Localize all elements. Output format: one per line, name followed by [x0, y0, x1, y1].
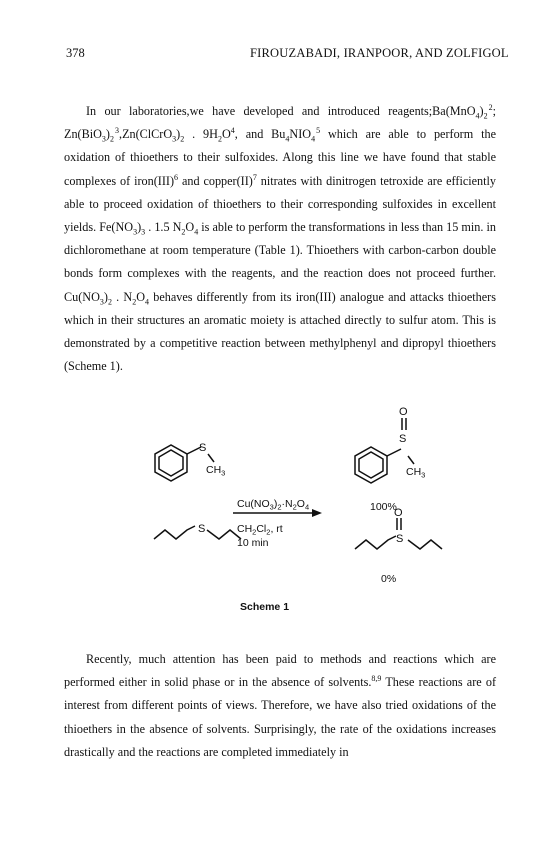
methylphenyl-sulfoxide-structure	[355, 418, 414, 483]
paragraph-2-text: Recently, much attention has been paid to methods and reactions which are performed either in solid phase or in the absence of solvents.$^{8,9}$ These reactions are of interest from different points of views. Therefore, we have also tried oxidations of the thioethers in the absence of solvents. Surprisingly, the rate of the oxidations increases drastically and the reactions are completed immediately in	[64, 652, 496, 759]
paragraph-1	[64, 100, 496, 378]
yield-top-label: 100%	[370, 501, 397, 513]
oxygen-label-right-alkyl: O	[394, 507, 403, 519]
paragraph-1-text: In our laboratories,we have developed and introduced $reagents;Ba(MnO_4)_2$ $^2$; $Zn(BiO_3)_2$ $^3,Zn(ClCrO_3)_2$ . $9H_2O^4$, and $Bu_4NIO_4$ $^5$ which are able to perform the oxidation of thioethers to their sulfoxides. Along this line we have found that stable complexes of iron(III)$^6$ and copper(II)$^7$ nitrates with dinitrogen tetroxide are efficiently able to proceed oxidation of thioethers to their corresponding sulfoxides in excellent yields. $Fe(NO_3)_3$ . 1.5 $N_2O_4$ is able to perform the transformations in less than 15 min. in dichloromethane at room temperature (Table 1). Thioethers with carbon-carbon double bonds form complexes with the reagents, and the reaction does not proceed further. $Cu(NO_3)_2$ . $N_2O_4$ behaves differently from its iron(III) analogue and attacks thioethers which in their structures an aromatic moiety is attached directly to sulfur atom. This is demonstrated by a competitive reaction between methylphenyl and dipropyl thioethers (Scheme 1).	[64, 102, 496, 374]
sulfur-label-left-alkyl: S	[198, 523, 206, 535]
paragraph-2	[64, 648, 496, 764]
sulfur-label-right-aryl: S	[399, 433, 407, 445]
time-label: 10 min	[237, 537, 269, 549]
arrow-head-icon	[312, 509, 322, 517]
yield-bottom-label: 0%	[381, 573, 397, 585]
oxygen-label-right-aryl: O	[399, 406, 408, 418]
page-number: 378	[66, 46, 85, 60]
scheme-caption: Scheme 1	[240, 601, 290, 613]
methylphenyl-sulfide-structure	[155, 445, 214, 481]
dipropyl-sulfoxide-structure	[355, 518, 442, 549]
solvent-label: $CH_2Cl_2$, rt	[237, 523, 283, 537]
reagent-label: $Cu(NO_3)_2\cdot N_2O_4$	[237, 498, 310, 512]
sulfur-label-left-aryl: S	[199, 442, 207, 454]
methyl-label-right: $CH_3$	[406, 466, 426, 480]
running-head: FIROUZABADI, IRANPOOR, AND ZOLFIGOL	[250, 46, 509, 60]
dipropyl-sulfide-structure	[154, 526, 241, 539]
sulfur-label-right-alkyl: S	[396, 533, 404, 545]
methyl-label-left: $CH_3$	[206, 464, 226, 478]
